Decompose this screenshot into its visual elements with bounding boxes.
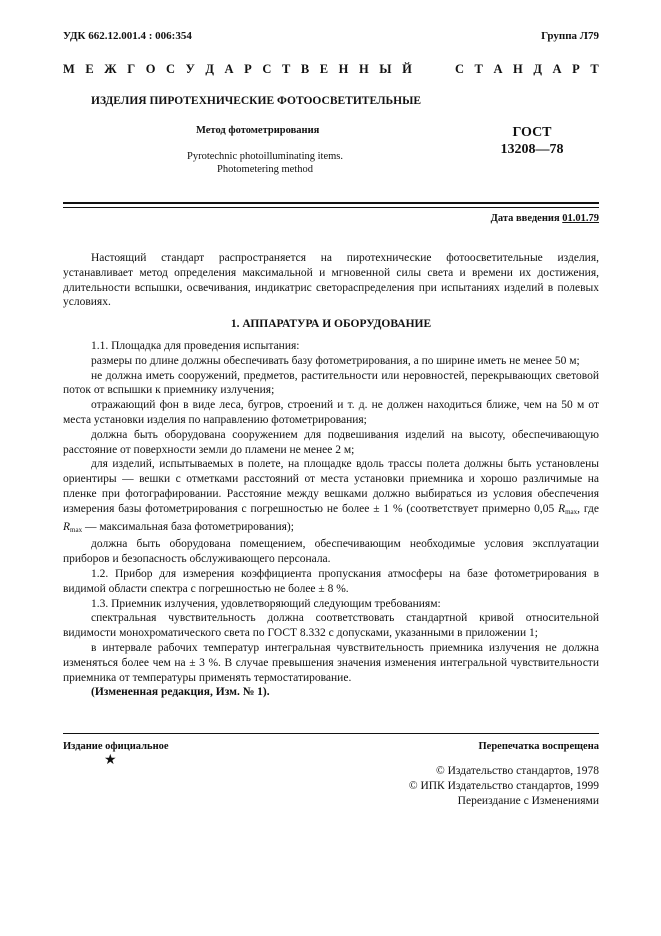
clause-item: размеры по длине должны обеспечивать базу фотометрирования, а по ширине иметь не менее 50 м; [91,354,580,367]
method-subtitle: Метод фотометрирования [196,125,320,136]
official-edition: Издание официальное [63,741,169,752]
banner-letter: В [300,62,310,76]
gost-number: 13208—78 [500,142,564,157]
r-symbol: R [63,520,71,533]
copyright-line: © ИПК Издательство стандартов, 1999 [408,780,599,792]
amendment-note: (Измененная редакция, Изм. № 1). [91,686,270,699]
banner-letter: О [145,62,156,76]
date-value: 01.01.79 [562,213,599,224]
clause-text: — максимальная база фотометрирования); [82,520,294,533]
banner-letter: Ж [104,62,117,76]
reissue-line: Переиздание с Изменениями [457,795,599,807]
banner-letter: Т [590,62,599,76]
r-symbol: R [558,502,566,515]
banner-letter: С [262,62,272,76]
clause-1-3: 1.3. Приемник излучения, удовлетворяющий следующим требованиям: [91,597,441,610]
banner-letter: Н [338,62,349,76]
banner-letter: Т [474,62,483,76]
banner-letter: Ы [379,62,392,76]
english-title-line: Photometering method [217,164,313,175]
banner-letter: А [552,62,562,76]
copyright-line: © Издательство стандартов, 1978 [435,765,599,777]
effective-date [491,213,599,224]
banner-letter: А [224,62,234,76]
group-code: Группа Л79 [541,30,599,42]
section-body [63,339,599,700]
banner-letter: Д [533,62,542,76]
banner-letter: Г [127,62,136,76]
english-title [150,150,380,176]
clause-1-1: 1.1. Площадка для проведения испытания: [91,340,300,352]
banner-letter: Т [281,62,291,76]
clause-item: спектральная чувствительность должна соответствовать стандартной кривой относительной видимости монохроматического света по ГОСТ 8.332 с допусками, указанными в приложении 1; [63,612,599,640]
clause-item-markers [63,457,599,537]
standard-banner [63,62,599,77]
english-title-line: Pyrotechnic photoilluminating items. [186,151,344,162]
clause-text: , где [577,502,599,515]
clause-item: не должна иметь сооружений, предметов, растительности или неровностей, перекрывающих световой поток от вспышки к приемнику излучения; [63,369,599,397]
document-title: ИЗДЕЛИЯ ПИРОТЕХНИЧЕСКИЕ ФОТООСВЕТИТЕЛЬНЫЕ [91,95,422,107]
intro-text: Настоящий стандарт распространяется на пиротехнические фотоосветительные изделия, устанавливает метод определения максимальной и мгновенной силы света и времени их достижения, длительности вспышки, освечивания, индикатрис светораспределения при испытаниях изделий в полевых условиях. [63,252,599,309]
banner-letter: Е [85,62,94,76]
divider-thin [63,207,599,208]
gost-designation [492,124,572,158]
star-icon: ★ [104,753,117,768]
banner-letter: Р [244,62,252,76]
udk-code: УДК 662.12.001.4 : 006:354 [63,30,192,42]
banner-letter: С [454,62,464,76]
footer-divider [63,733,599,734]
clause-1-2: 1.2. Прибор для измерения коэффициента пропускания атмосферы на базе фотометрирования в видимой области спектра с погрешностью не более ± 8 %. [63,567,599,595]
banner-gap [422,62,444,77]
banner-letter: Д [205,62,214,76]
clause-item: должна быть оборудована сооружением для подвешивания изделий на высоту, обеспечивающую расстояние от поверхности земли до пламени не менее 2 м; [63,428,599,456]
banner-letter: С [166,62,176,76]
divider-thick [63,202,599,204]
intro-paragraph [63,251,599,310]
clause-item: должна быть оборудована помещением, обеспечивающим необходимые условия эксплуатации приборов и безопасность обслуживающего персонала. [63,538,599,566]
banner-letter: М [63,62,75,76]
banner-letter: Н [513,62,523,76]
banner-letter: Н [358,62,369,76]
r-subscript: max [565,507,578,516]
banner-letter: Е [319,62,329,76]
gost-label: ГОСТ [512,125,552,140]
banner-letter: Й [402,62,412,76]
banner-letter: А [493,62,503,76]
date-label: Дата введения [490,213,560,224]
clause-text: для изделий, испытываемых в полете, на площадке вдоль трассы полета должны быть установлены ориентиры — вешки с отметками расстояний от места установки приемника и хорошо различимые на пленке при фотографировании. Расстояние между вешками должно выбираться из условия обеспечения измерения базы фотометрирования с погрешностью не более ± 1 % (соответствует примерно 0,05 [63,458,599,515]
clause-item: отражающий фон в виде леса, бугров, строений и т. д. не должен находиться ближе, чем на 50 м от места установки изделия по направлению фотометрирования; [63,399,599,426]
r-subscript: max [70,525,83,534]
banner-letter: У [185,62,195,76]
copyright-block [409,764,599,809]
clause-item: в интервале рабочих температур интегральная чувствительность приемника излучения не должна изменяться более чем на ± 3 %. В случае превышения значения изменения интегральной чувствительности приемника от температуры применять термостатирование. [63,641,599,684]
reprint-notice: Перепечатка воспрещена [478,741,599,752]
banner-letter: Р [572,62,580,76]
section-heading: 1. АППАРАТУРА И ОБОРУДОВАНИЕ [230,318,432,330]
